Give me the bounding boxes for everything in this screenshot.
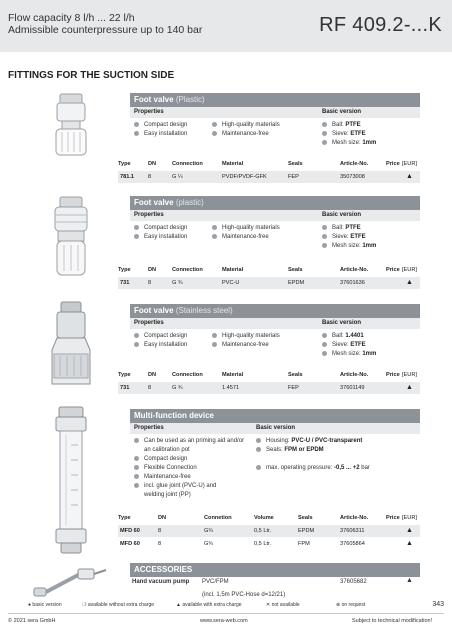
table-row: 731 8 G ¾ PVC-U EPDM 37601636 ▲ (118, 277, 420, 289)
property-item-continued: an calibration pot (144, 447, 190, 453)
footer-divider (8, 613, 444, 614)
bullet-icon (134, 438, 139, 443)
basic-version-label: Basic version (322, 109, 362, 115)
bullet-icon (212, 342, 217, 347)
property-item: Maintenance-free (212, 341, 269, 349)
properties-header (130, 423, 420, 434)
table-header: Type DN Connection Material Seals Article-No. Price [EUR] (118, 372, 417, 378)
product-code: RF 409.2-...K (319, 14, 442, 36)
product-subtitle: (plastic) (175, 198, 204, 207)
basic-item: Housing: PVC-U / PVC-transparent (256, 437, 362, 445)
bullet-icon (256, 447, 261, 452)
bullet-icon (256, 465, 261, 470)
legend-item: ● basic version (28, 602, 62, 608)
properties-header (130, 107, 420, 118)
bullet-icon (212, 234, 217, 239)
properties-label: Properties (134, 425, 164, 431)
multi-function-device-image (46, 405, 96, 555)
hand-vacuum-pump-image (30, 566, 110, 600)
accessory-material: PVC/FPM (202, 579, 229, 585)
price-arrow-icon: ▲ (406, 540, 413, 547)
property-item: Maintenance-free (134, 473, 191, 481)
product-subtitle: (Stainless steel) (175, 306, 233, 315)
property-item: Easy installation (134, 130, 187, 138)
bullet-icon (134, 483, 139, 488)
price-arrow-icon: ▲ (406, 173, 413, 180)
property-item: Compact design (134, 224, 187, 232)
header-subtitle (8, 12, 202, 36)
bullet-icon (322, 333, 327, 338)
bullet-icon (322, 131, 327, 136)
table-row: MFD 60 8 G¾ 0,5 Ltr. EPDM 37606311 ▲ (118, 525, 420, 537)
product-title-bar (130, 196, 420, 210)
property-item: incl. glue joint (PVC-U) and (134, 482, 216, 490)
property-item: Easy installation (134, 341, 187, 349)
property-item: Compact design (134, 332, 187, 340)
legend-item: ✕ not available (266, 602, 300, 608)
basic-item: Sieve: ETFE (322, 130, 366, 138)
bullet-icon (212, 122, 217, 127)
accessories-title-bar (130, 563, 420, 577)
accessories-title: ACCESSORIES (134, 565, 193, 574)
property-item: High-quality materials (212, 224, 280, 232)
properties-header (130, 318, 420, 329)
triangle-icon: ▲ (176, 602, 181, 608)
bullet-icon (134, 122, 139, 127)
price-arrow-icon: ▲ (406, 279, 413, 286)
product-title-bar (130, 409, 420, 423)
bullet-icon (134, 225, 139, 230)
bullet-icon (134, 234, 139, 239)
product-title: Foot valve (134, 306, 174, 315)
table-header: Type DN Connection Material Seals Article-No. Price [EUR] (118, 267, 417, 273)
property-item: Flexible Connection (134, 464, 197, 472)
product-title: Foot valve (134, 95, 174, 104)
property-item: Compact design (134, 121, 187, 129)
foot-valve-steel-image (40, 300, 102, 388)
open-circle-icon: ❍ (82, 602, 87, 608)
footer-note: Subject to technical modification! (352, 618, 433, 624)
bullet-icon (322, 122, 327, 127)
bullet-icon (322, 243, 327, 248)
foot-valve-plastic-image (40, 195, 102, 280)
basic-item: Ball: PTFE (322, 121, 361, 129)
property-item: Easy installation (134, 233, 187, 241)
bullet-icon (212, 333, 217, 338)
product-title-bar (130, 93, 420, 107)
legend-item: ▲ available with extra charge (176, 602, 242, 608)
price-arrow-icon: ▲ (406, 527, 413, 534)
bullet-icon (322, 342, 327, 347)
foot-valve-plastic-image (40, 92, 102, 162)
properties-label: Properties (134, 109, 164, 115)
accessory-name: Hand vacuum pump (132, 579, 190, 585)
bullet-icon (134, 474, 139, 479)
circle-plus-icon: ⊕ (336, 602, 341, 608)
basic-item: Sieve: ETFE (322, 233, 366, 241)
product-title-bar (130, 304, 420, 318)
price-arrow-icon: ▲ (406, 384, 413, 391)
table-row: 731 8 G ¾ 1.4571 FEP 37601149 ▲ (118, 382, 420, 394)
basic-item: Ball: 1.4401 (322, 332, 364, 340)
filled-circle-icon: ● (28, 602, 32, 608)
bullet-icon (256, 438, 261, 443)
legend-item: ❍ available without extra charge (82, 602, 155, 608)
flow-capacity-text: Flow capacity 8 l/h ... 22 l/h (8, 12, 135, 24)
table-header: Type DN Connection Material Seals Article-No. Price [EUR] (118, 161, 417, 167)
product-subtitle: (Plastic) (175, 95, 205, 104)
bullet-icon (322, 140, 327, 145)
price-arrow-icon: ▲ (406, 577, 413, 584)
bullet-icon (212, 131, 217, 136)
table-row: 781.1 8 G ¼ PVDF/PVDF-GFK FEP 35073008 ▲ (118, 171, 420, 183)
basic-item: Mesh size: 1mm (322, 350, 376, 358)
table-row: MFD 60 8 G¾ 0,5 Ltr. FPM 37605864 ▲ (118, 538, 420, 550)
property-item: High-quality materials (212, 332, 280, 340)
basic-version-label: Basic version (322, 320, 362, 326)
property-item: High-quality materials (212, 121, 280, 129)
basic-version-label: Basic version (322, 212, 362, 218)
product-title: Multi-function device (134, 411, 214, 420)
accessory-note: (incl. 1,5m PVC-Hose d=12/21) (202, 592, 286, 598)
bullet-icon (134, 465, 139, 470)
properties-label: Properties (134, 320, 164, 326)
bullet-icon (322, 351, 327, 356)
properties-label: Properties (134, 212, 164, 218)
bullet-icon (212, 225, 217, 230)
property-item: Compact design (134, 455, 187, 463)
bullet-icon (322, 225, 327, 230)
basic-item: Mesh size: 1mm (322, 242, 376, 250)
section-title: FITTINGS FOR THE SUCTION SIDE (8, 70, 175, 81)
page-header (0, 0, 452, 52)
cross-icon: ✕ (266, 602, 271, 608)
basic-item: Mesh size: 1mm (322, 139, 376, 147)
properties-header (130, 210, 420, 221)
footer-url[interactable]: www.sera-web.com (200, 618, 248, 624)
property-item: Can be used as an priming aid and/or (134, 437, 244, 445)
basic-version-label: Basic version (256, 425, 296, 431)
property-item: Maintenance-free (212, 130, 269, 138)
product-title: Foot valve (134, 198, 174, 207)
bullet-icon (134, 333, 139, 338)
basic-item: Seals: FPM or EPDM (256, 446, 324, 454)
table-header: Type DN Connetion Volume Seals Article-No. Price [EUR] (118, 515, 417, 521)
bullet-icon (322, 234, 327, 239)
bullet-icon (134, 456, 139, 461)
basic-item: Sieve: ETFE (322, 341, 366, 349)
footer-copyright: © 2021 sera GmbH (8, 618, 56, 624)
counterpressure-text: Admissible counterpressure up to 140 bar (8, 24, 203, 36)
basic-item: Ball: PTFE (322, 224, 361, 232)
property-item-continued: welding joint (PP) (144, 492, 191, 498)
accessory-article: 37605682 (340, 579, 367, 585)
bullet-icon (134, 131, 139, 136)
page-number: 343 (432, 601, 444, 608)
basic-item: max. operating pressure: -0,5 ... +2 bar (256, 464, 370, 472)
property-item: Maintenance-free (212, 233, 269, 241)
bullet-icon (134, 342, 139, 347)
legend-item: ⊕ on request (336, 602, 366, 608)
